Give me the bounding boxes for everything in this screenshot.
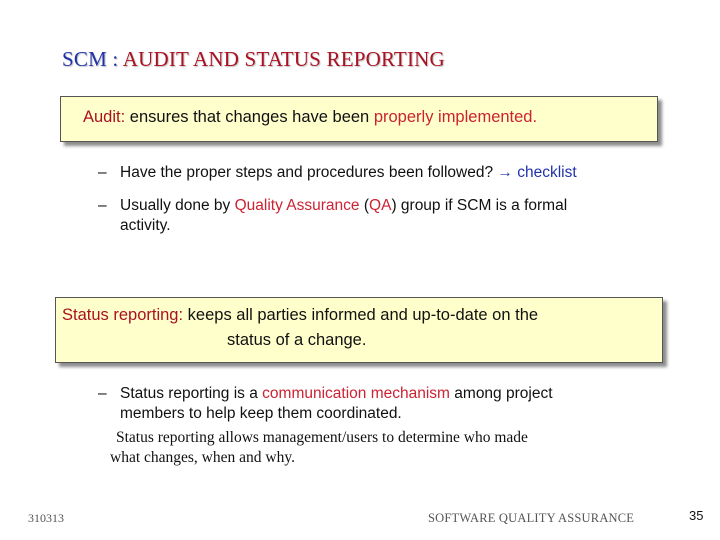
arrow-icon: →	[497, 164, 513, 181]
bullet-text-line2: members to help keep them coordinated.	[120, 405, 402, 422]
status-note-line1: Status reporting allows management/users to determine who made	[116, 429, 528, 446]
checklist-highlight: checklist	[517, 164, 577, 181]
audit-highlight: properly implemented.	[373, 108, 538, 126]
audit-definition-text	[83, 108, 537, 127]
bullet-dash: –	[98, 197, 107, 214]
title-prefix: SCM :	[62, 47, 119, 71]
title-main: AUDIT AND STATUS REPORTING	[122, 47, 445, 71]
audit-bullet-qa	[98, 196, 678, 238]
status-definition-line2: status of a change.	[227, 331, 367, 349]
status-definition-body: keeps all parties informed and up-to-date on the	[187, 306, 539, 324]
bullet-text-after: among project	[454, 385, 553, 402]
qa-abbrev: QA	[369, 197, 392, 214]
communication-highlight: communication mechanism	[262, 385, 450, 402]
bullet-text-line2: activity.	[120, 217, 171, 234]
status-reporting-box	[55, 297, 663, 363]
status-definition-line1	[62, 306, 538, 325]
paren-open: (	[363, 197, 370, 214]
bullet-dash: –	[98, 385, 107, 402]
bullet-dash: –	[98, 164, 107, 181]
footer-course-title: SOFTWARE QUALITY ASSURANCE	[428, 511, 635, 525]
status-bullet	[98, 384, 678, 426]
page-number: 35	[689, 508, 704, 523]
bullet-text-after: ) group if SCM is a formal	[391, 197, 568, 214]
audit-definition-body: ensures that changes have been	[129, 108, 370, 126]
qa-highlight: Quality Assurance	[234, 197, 360, 214]
slide-title	[62, 47, 445, 72]
audit-bullet-checklist	[98, 163, 678, 185]
bullet-text: Have the proper steps and procedures been followed?	[120, 164, 494, 181]
status-note	[110, 428, 528, 468]
bullet-text: Usually done by	[120, 197, 231, 214]
status-term: Status reporting:	[62, 306, 184, 324]
audit-term: Audit:	[83, 108, 126, 126]
status-note-line2: what changes, when and why.	[110, 449, 295, 466]
bullet-text: Status reporting is a	[120, 385, 258, 402]
audit-definition-box	[60, 96, 658, 142]
footer-course-code: 310313	[28, 511, 64, 525]
